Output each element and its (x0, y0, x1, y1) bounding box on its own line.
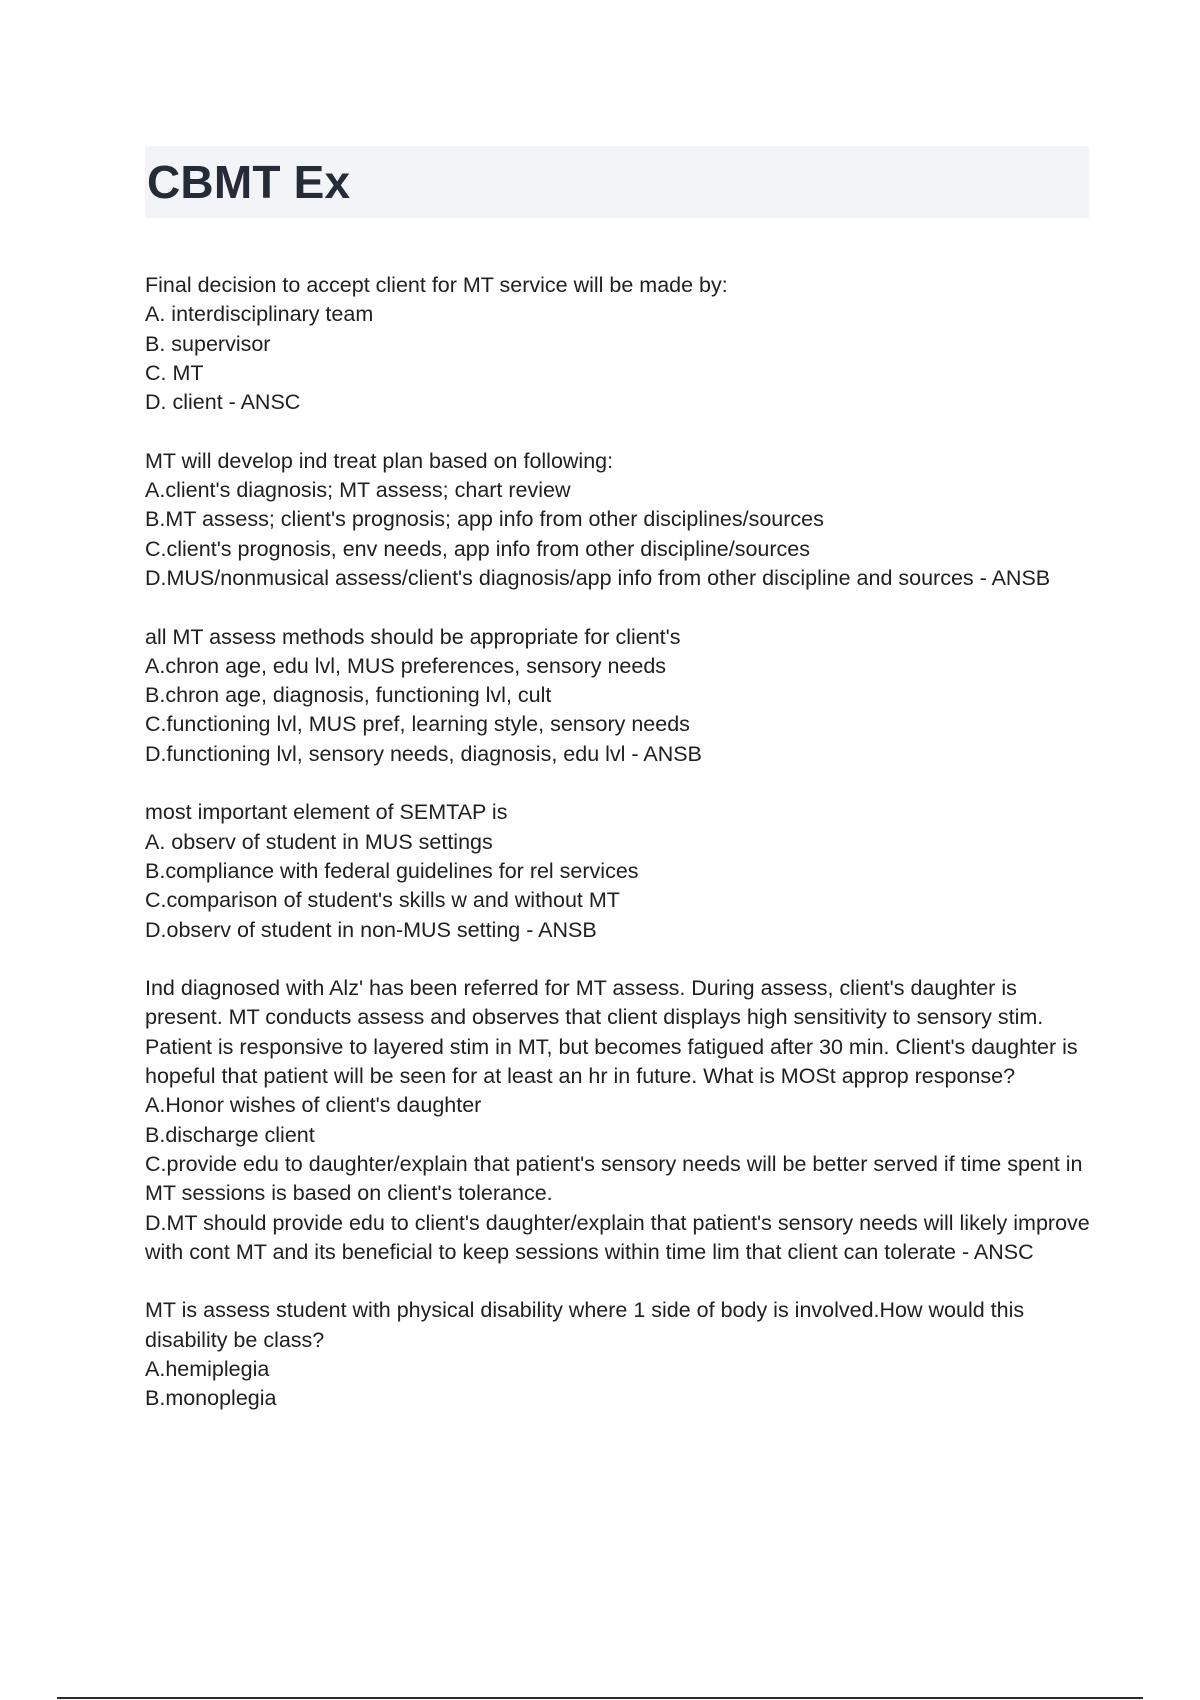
question-4-option-d: D.observ of student in non-MUS setting - ANSB (145, 917, 597, 942)
question-3-option-a: A.chron age, edu lvl, MUS preferences, sensory needs (145, 653, 667, 678)
question-5-option-d: D.MT should provide edu to client's daughter/explain that patient's sensory needs will likely improve with cont MT and its beneficial to keep sessions within time lim that client can tolerate - ANSC (145, 1210, 1090, 1264)
question-4 (145, 798, 1095, 944)
question-1 (145, 271, 1095, 417)
question-6-prompt: MT is assess student with physical disability where 1 side of body is involved.How would this disability be class? (145, 1298, 1025, 1352)
question-list (145, 271, 1095, 1443)
question-1-prompt: Final decision to accept client for MT service will be made by: (145, 273, 728, 297)
question-5-option-a: A.Honor wishes of client's daughter (145, 1093, 482, 1118)
question-4-prompt: most important element of SEMTAP is (145, 800, 508, 825)
question-1-option-d: D. client - ANSC (145, 390, 301, 415)
question-1-option-b: B. supervisor (145, 331, 271, 356)
question-3-option-d: D.functioning lvl, sensory needs, diagnosis, edu lvl - ANSB (145, 741, 702, 766)
question-3 (145, 623, 1095, 769)
question-2-option-b: B.MT assess; client's prognosis; app info from other disciplines/sources (145, 507, 824, 532)
question-4-option-a: A. observ of student in MUS settings (145, 829, 493, 854)
question-2-option-d: D.MUS/nonmusical assess/client's diagnosis/app info from other discipline and sources - ANSB (145, 565, 1051, 590)
question-5-prompt: Ind diagnosed with Alz' has been referred for MT assess. During assess, client's daughter is present. MT conducts assess and observes that client displays high sensitivity to sensory stim. Patient is responsive to layered stim in MT, but becomes fatigued after 30 min. Client's daughter is hopeful that patient will be seen for at least an hr in future. What is MOSt approp response? (145, 976, 1078, 1089)
question-6-option-a: A.hemiplegia (145, 1356, 270, 1381)
document-title: CBMT Ex (147, 156, 351, 208)
question-5-option-c: C.provide edu to daughter/explain that patient's sensory needs will be better served if time spent in MT sessions is based on client's tolerance. (145, 1151, 1083, 1206)
question-3-option-b: B.chron age, diagnosis, functioning lvl, cult (145, 683, 552, 708)
question-4-option-b: B.compliance with federal guidelines for rel services (145, 858, 639, 883)
question-2 (145, 447, 1095, 593)
question-6 (145, 1296, 1095, 1413)
question-2-prompt: MT will develop ind treat plan based on following: (145, 448, 614, 473)
title-banner (145, 146, 1089, 218)
question-2-option-c: C.client's prognosis, env needs, app info from other discipline/sources (145, 536, 810, 561)
question-6-option-b: B.monoplegia (145, 1386, 277, 1411)
footer-divider (57, 1697, 1143, 1699)
question-5 (145, 974, 1095, 1267)
question-1-option-c: C. MT (145, 360, 204, 385)
question-1-option-a: A. interdisciplinary team (145, 302, 374, 327)
question-4-option-c: C.comparison of student's skills w and without MT (145, 888, 620, 913)
question-3-prompt: all MT assess methods should be appropriate for client's (145, 624, 681, 649)
question-2-option-a: A.client's diagnosis; MT assess; chart review (145, 478, 571, 503)
question-3-option-c: C.functioning lvl, MUS pref, learning style, sensory needs (145, 712, 690, 737)
question-5-option-b: B.discharge client (145, 1122, 315, 1147)
